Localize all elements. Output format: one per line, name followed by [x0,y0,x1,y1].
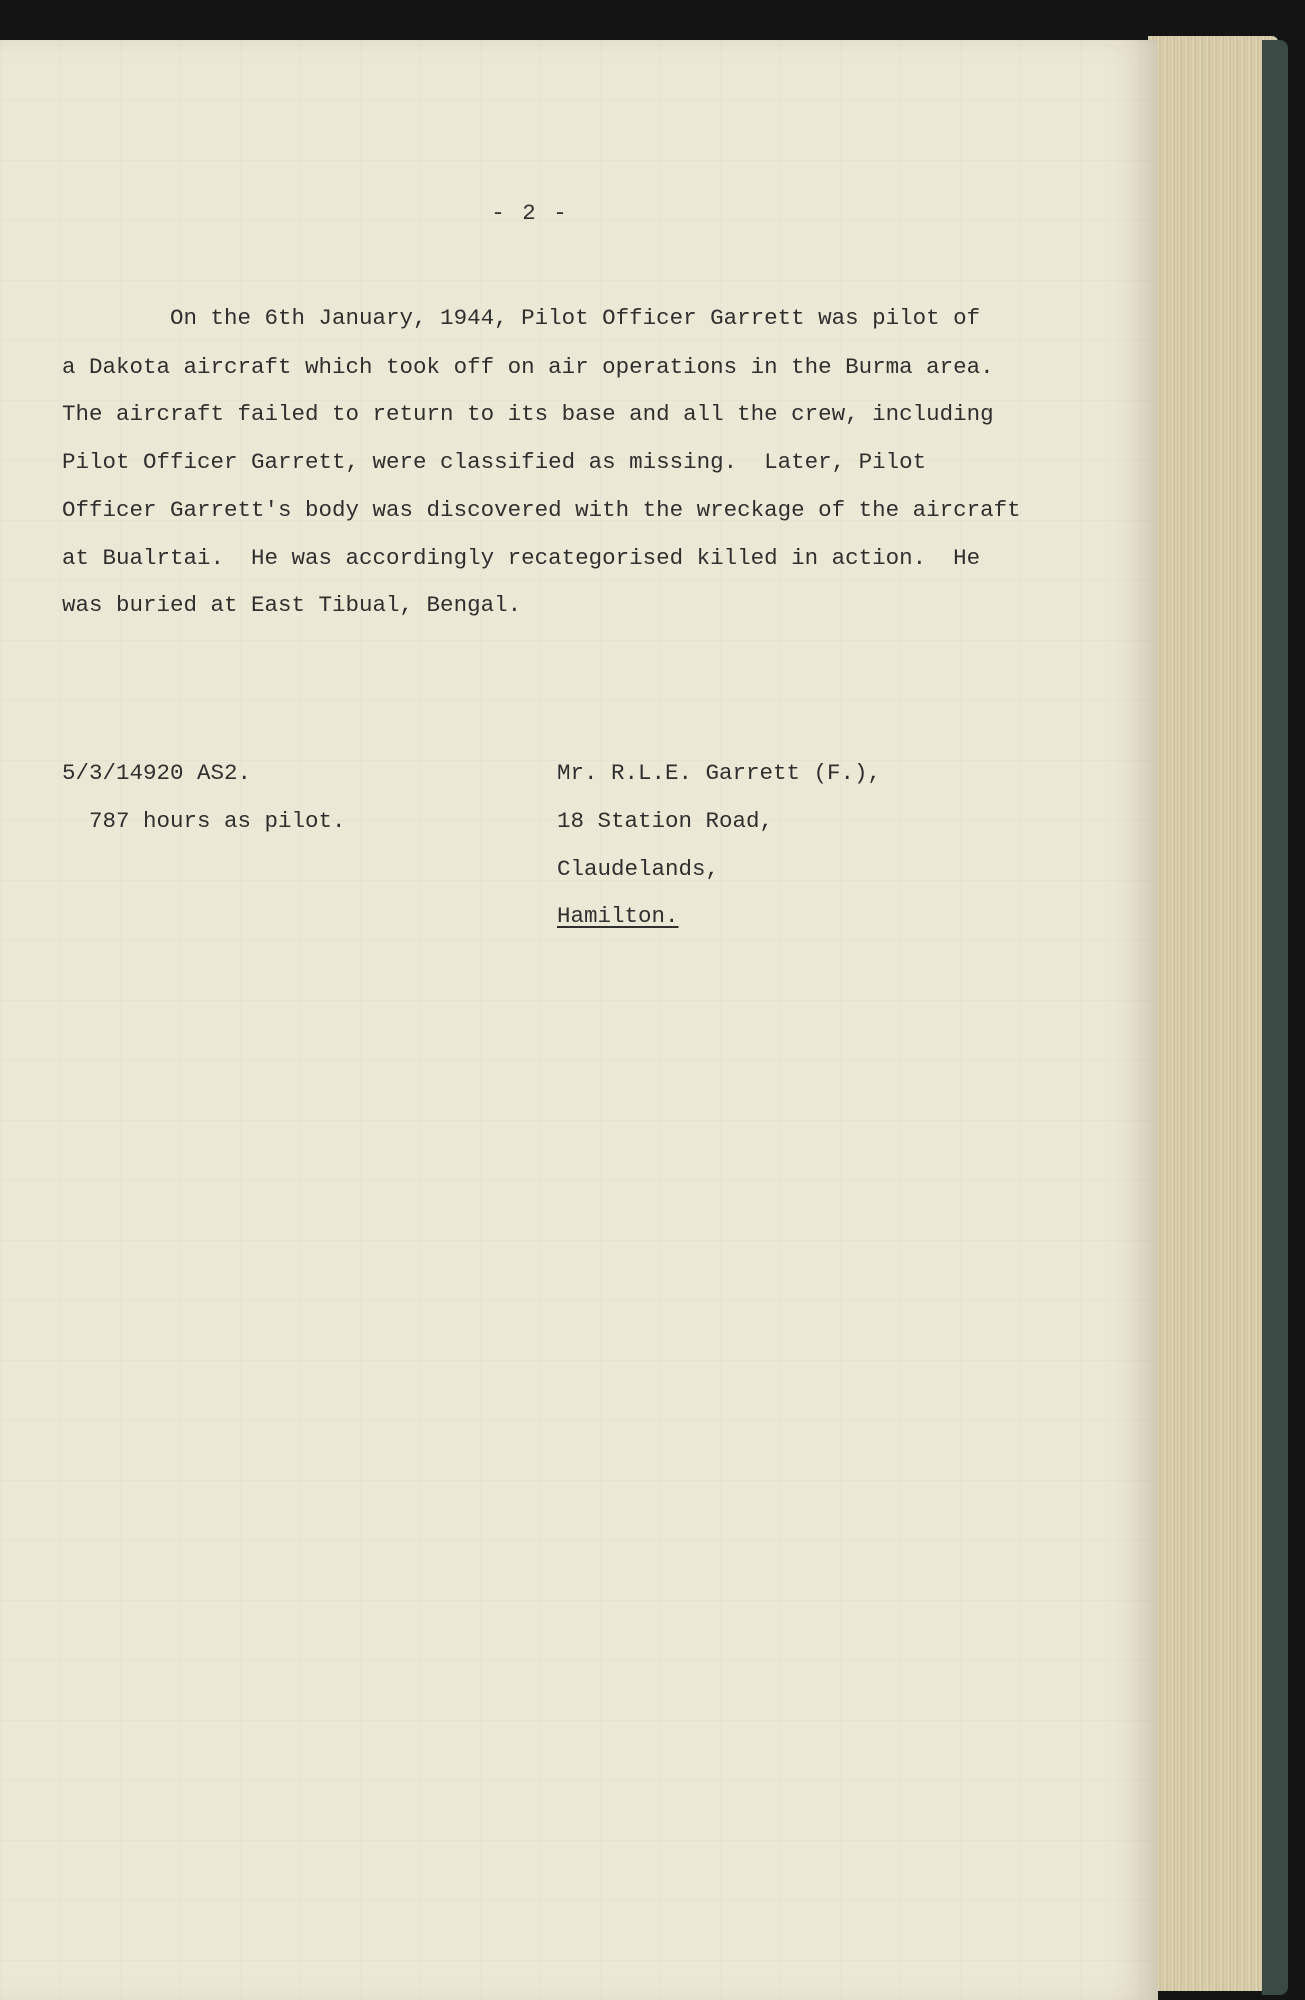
next-of-kin-city: Hamilton. [557,903,679,929]
body-line: On the 6th January, 1944, Pilot Officer Garrett was pilot of [62,305,981,331]
body-line: The aircraft failed to return to its base and all the crew, including [62,401,994,427]
book-page-edges [1148,36,1278,1991]
book-cover-edge [1262,40,1288,1995]
body-line: a Dakota aircraft which took off on air operations in the Burma area. [62,354,994,380]
body-line: at Bualrtai. He was accordingly recategorised killed in action. He [62,545,981,571]
next-of-kin-name: Mr. R.L.E. Garrett (F.), [557,760,882,786]
body-line: was buried at East Tibual, Bengal. [62,592,522,618]
page-number: - 2 - [491,200,569,226]
flying-hours: 787 hours as pilot. [89,808,346,834]
next-of-kin-street: 18 Station Road, [557,808,774,834]
body-line: Pilot Officer Garrett, were classified as missing. Later, Pilot [62,449,927,475]
body-line: Officer Garrett's body was discovered with the wreckage of the aircraft [62,497,1021,523]
next-of-kin-suburb: Claudelands, [557,856,720,882]
file-reference: 5/3/14920 AS2. [62,760,252,786]
